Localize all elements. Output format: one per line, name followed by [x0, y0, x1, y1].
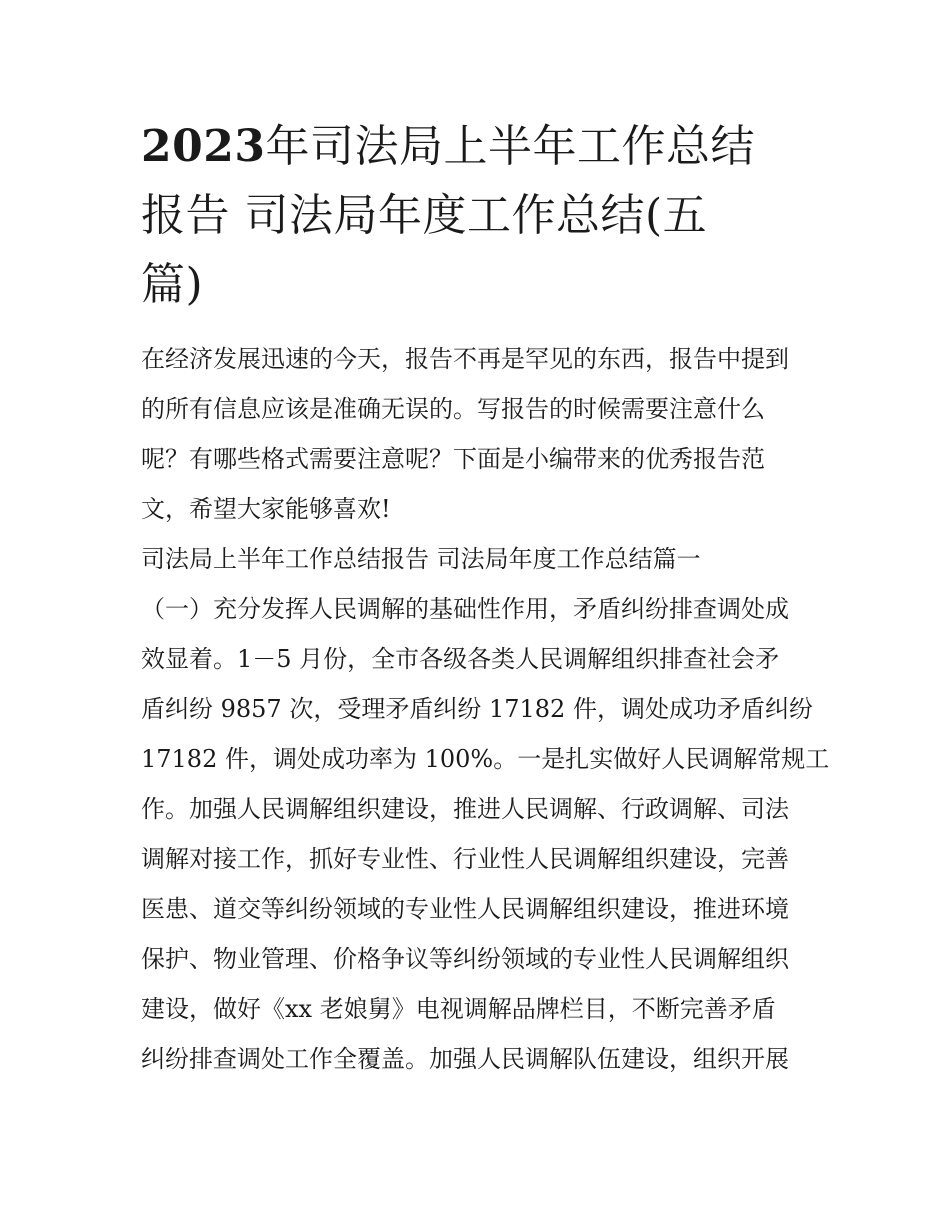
document-body: [141, 334, 830, 1084]
paragraph-line: 保护、物业管理、价格争议等纠纷领域的专业性人民调解组织: [141, 945, 789, 973]
title-year: 2023: [141, 121, 266, 172]
paragraph-line: 作。加强人民调解组织建设，推进人民调解、行政调解、司法: [141, 795, 789, 823]
document-title: [141, 112, 813, 319]
paragraph-line: 盾纠纷 9857 次，受理矛盾纠纷 17182 件，调处成功矛盾纠纷: [141, 695, 813, 723]
title-line-3: 篇): [141, 259, 204, 310]
paragraph-line: 医患、道交等纠纷领域的专业性人民调解组织建设，推进环境: [141, 895, 789, 923]
paragraph-line: 效显着。1－5 月份，全市各级各类人民调解组织排查社会矛: [141, 645, 780, 673]
intro-line: 在经济发展迅速的今天，报告不再是罕见的东西，报告中提到: [141, 345, 789, 373]
title-line-2: 报告 司法局年度工作总结(五: [141, 190, 708, 241]
paragraph-line: 纠纷排查调处工作全覆盖。加强人民调解队伍建设，组织开展: [141, 1045, 789, 1073]
title-line-1-text: 年司法局上半年工作总结: [265, 121, 755, 172]
paragraph-line: （一）充分发挥人民调解的基础性作用，矛盾纠纷排查调处成: [141, 595, 789, 623]
intro-line: 呢？有哪些格式需要注意呢？下面是小编带来的优秀报告范: [141, 445, 765, 473]
paragraph-line: 建设，做好《xx 老娘舅》电视调解品牌栏目，不断完善矛盾: [141, 995, 776, 1023]
section-heading: 司法局上半年工作总结报告 司法局年度工作总结篇一: [141, 545, 701, 573]
intro-line: 文，希望大家能够喜欢!: [141, 495, 391, 523]
paragraph-line: 调解对接工作，抓好专业性、行业性人民调解组织建设，完善: [141, 845, 789, 873]
paragraph-line: 17182 件，调处成功率为 100%。一是扎实做好人民调解常规工: [141, 745, 830, 773]
intro-line: 的所有信息应该是准确无误的。写报告的时候需要注意什么: [141, 395, 765, 423]
document-page: [141, 112, 830, 1084]
title-line-1: [141, 112, 813, 181]
